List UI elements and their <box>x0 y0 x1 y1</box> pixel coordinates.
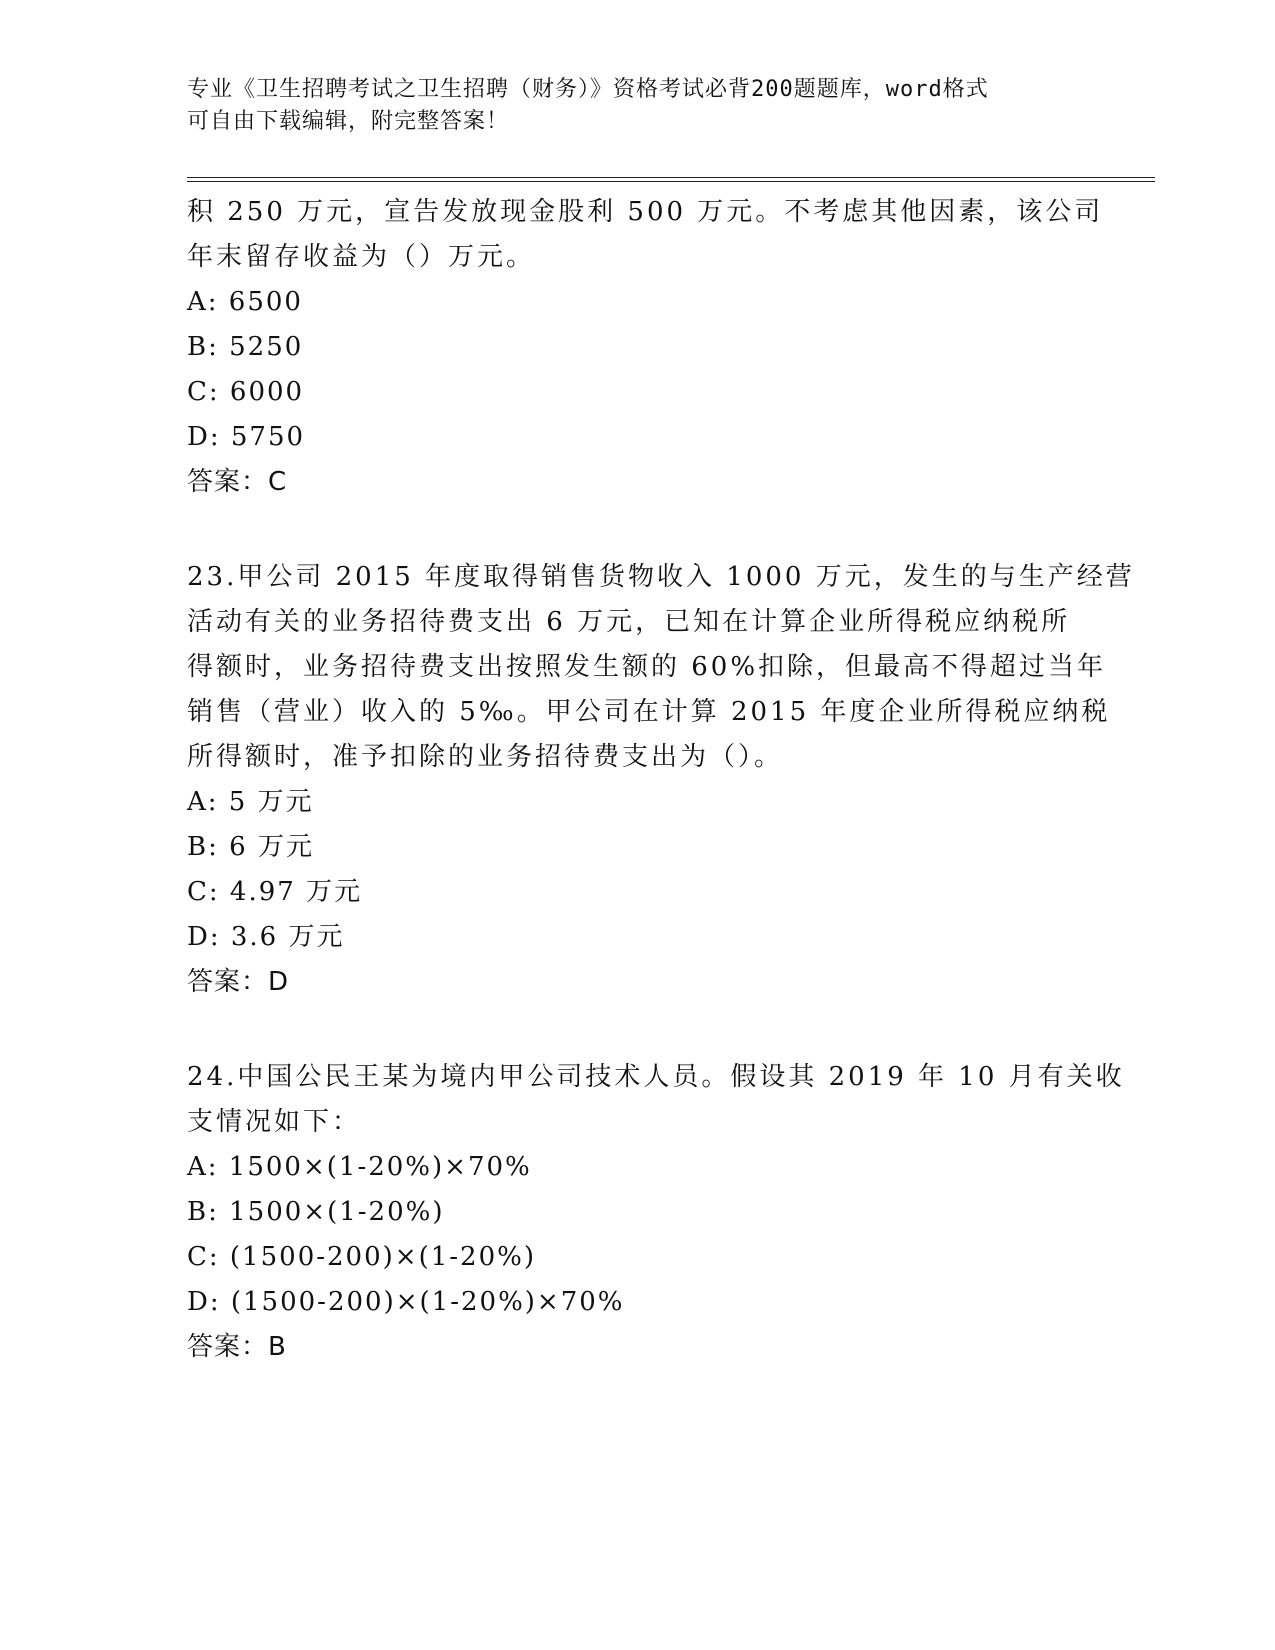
question-22 <box>187 190 1104 505</box>
question-24 <box>187 1055 1125 1370</box>
question-24-option-b: B: 1500×(1-20%) <box>187 1197 445 1227</box>
document-body <box>187 190 1135 1370</box>
question-24-option-a: A: 1500×(1-20%)×70% <box>187 1152 532 1182</box>
header-title-line-1: 专业《卫生招聘考试之卫生招聘（财务）》资格考试必背200题题库，word格式 <box>187 77 989 102</box>
question-23-option-c: C: 4.97 万元 <box>187 877 363 907</box>
question-22-option-d: D: 5750 <box>187 422 306 452</box>
question-24-option-d: D: (1500-200)×(1-20%)×70% <box>187 1287 625 1317</box>
question-23-option-b: B: 6 万元 <box>187 832 314 862</box>
question-24-line-1: 24.中国公民王某为境内甲公司技术人员。假设其 2019 年 10 月有关收 <box>187 1062 1125 1092</box>
question-23-line-3: 得额时，业务招待费支出按照发生额的 60%扣除，但最高不得超过当年 <box>187 652 1107 682</box>
question-23-line-5: 所得额时，准予扣除的业务招待费支出为（）。 <box>187 742 784 772</box>
question-24-line-2: 支情况如下： <box>187 1107 362 1137</box>
document-header <box>187 74 1067 138</box>
question-23-answer: 答案：D <box>187 967 290 997</box>
question-22-option-b: B: 5250 <box>187 332 304 362</box>
question-22-line-2: 年末留存收益为（）万元。 <box>187 242 536 272</box>
question-23-option-a: A: 5 万元 <box>187 787 314 817</box>
question-23-line-4: 销售（营业）收入的 5‰。甲公司在计算 2015 年度企业所得税应纳税 <box>187 697 1111 727</box>
question-23 <box>187 555 1135 1005</box>
question-23-line-1: 23.甲公司 2015 年度取得销售货物收入 1000 万元，发生的与生产经营 <box>187 562 1135 592</box>
header-title-line-2: 可自由下载编辑，附完整答案！ <box>187 109 510 134</box>
question-22-option-c: C: 6000 <box>187 377 305 407</box>
question-22-answer: 答案：C <box>187 467 288 497</box>
question-23-option-d: D: 3.6 万元 <box>187 922 345 952</box>
header-divider <box>187 177 1155 182</box>
question-24-option-c: C: (1500-200)×(1-20%) <box>187 1242 536 1272</box>
question-24-answer: 答案：B <box>187 1332 287 1362</box>
spacer <box>187 505 1087 555</box>
question-23-line-2: 活动有关的业务招待费支出 6 万元，已知在计算企业所得税应纳税所 <box>187 607 1071 637</box>
question-22-line-1: 积 250 万元，宣告发放现金股利 500 万元。不考虑其他因素，该公司 <box>187 197 1104 227</box>
spacer <box>187 1005 1087 1055</box>
question-22-option-a: A: 6500 <box>187 287 303 317</box>
